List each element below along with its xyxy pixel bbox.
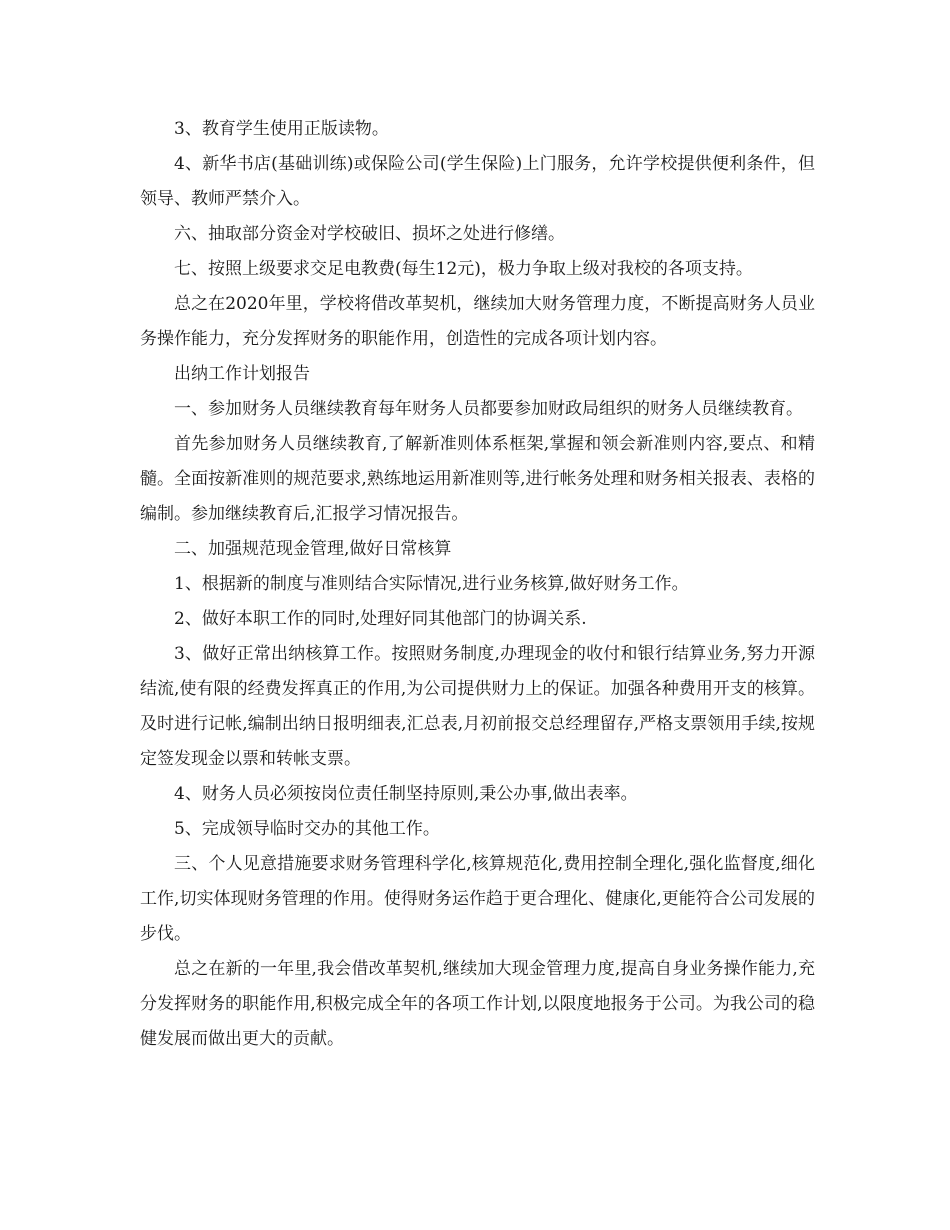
- paragraph-report-title: 出纳工作计划报告: [174, 364, 310, 384]
- paragraph-section-2-cash: 二、加强规范现金管理,做好日常核算: [174, 539, 452, 559]
- paragraph-section-7-fees: 七、按照上级要求交足电教费(每生12元)，极力争取上级对我校的各项支持。: [174, 259, 753, 279]
- document-page: [140, 112, 815, 1057]
- paragraph-item-3-reading: 3、教育学生使用正版读物。: [174, 119, 389, 139]
- paragraph-final-summary: 总之在新的一年里,我会借改革契机,继续加大现金管理力度,提高自身业务操作能力,充分发挥财务的职能作用,积极完成全年的各项工作计划,以限度地报务于公司。为我公司的稳健发展而做出更大的贡献。: [140, 959, 815, 1049]
- paragraph-education-detail: 首先参加财务人员继续教育,了解新准则体系框架,掌握和领会新准则内容,要点、和精髓。全面按新准则的规范要求,熟练地运用新准则等,进行帐务处理和财务相关报表、表格的编制。参加继续教育后,汇报学习情况报告。: [140, 434, 815, 524]
- paragraph-school-summary: 总之在2020年里，学校将借改革契机，继续加大财务管理力度，不断提高财务人员业务操作能力，充分发挥财务的职能作用，创造性的完成各项计划内容。: [140, 294, 815, 349]
- paragraph-cash-item-2: 2、做好本职工作的同时,处理好同其他部门的协调关系.: [174, 609, 587, 629]
- paragraph-cash-item-4: 4、财务人员必须按岗位责任制坚持原则,秉公办事,做出表率。: [174, 784, 638, 804]
- paragraph-cash-item-1: 1、根据新的制度与准则结合实际情况,进行业务核算,做好财务工作。: [174, 574, 689, 594]
- paragraph-section-6-repairs: 六、抽取部分资金对学校破旧、损坏之处进行修缮。: [174, 224, 565, 244]
- paragraph-item-4-services: 4、新华书店(基础训练)或保险公司(学生保险)上门服务，允许学校提供便利条件，但领导、教师严禁介入。: [140, 154, 815, 209]
- paragraph-cash-item-3: 3、做好正常出纳核算工作。按照财务制度,办理现金的收付和银行结算业务,努力开源结流,使有限的经费发挥真正的作用,为公司提供财力上的保证。加强各种费用开支的核算。及时进行记帐,编制出纳日报明细表,汇总表,月初前报交总经理留存,严格支票领用手续,按规定签发现金以票和转帐支票。: [140, 644, 815, 769]
- paragraph-section-1-education: 一、参加财务人员继续教育每年财务人员都要参加财政局组织的财务人员继续教育。: [174, 399, 803, 419]
- paragraph-cash-item-5: 5、完成领导临时交办的其他工作。: [174, 819, 440, 839]
- paragraph-section-3-measures: 三、个人见意措施要求财务管理科学化,核算规范化,费用控制全理化,强化监督度,细化工作,切实体现财务管理的作用。使得财务运作趋于更合理化、健康化,更能符合公司发展的步伐。: [140, 854, 815, 944]
